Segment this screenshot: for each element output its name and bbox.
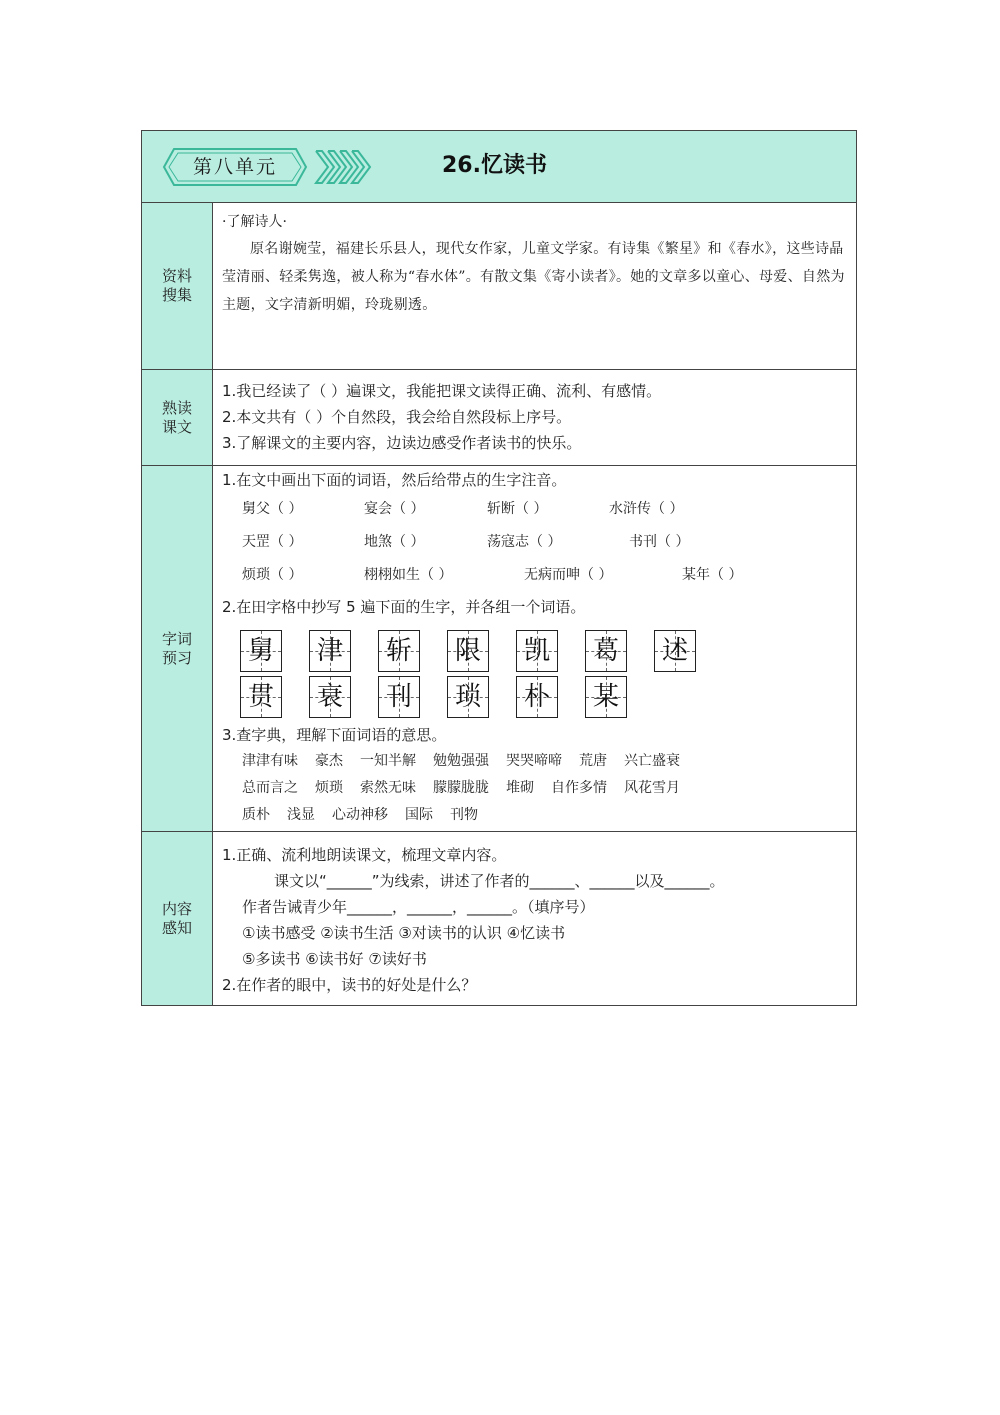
reading-line: 1.我已经读了（ ）遍课文，我能把课文读得正确、流利、有感情。 (222, 382, 662, 400)
pinyin-item: 烦琐（ ） (242, 567, 303, 583)
research-label: 资料搜集 (161, 267, 192, 304)
meaning-word: 总而言之 (242, 780, 298, 796)
vocab-row (142, 466, 856, 832)
pinyin-row (222, 493, 847, 526)
meaning-word: 索然无味 (360, 780, 416, 796)
unit-badge (162, 147, 308, 187)
comprehension-question-2: 2.在作者的眼中，读书的好处是什么？ (222, 976, 477, 994)
tian-grid-row (222, 676, 847, 718)
tian-grid-cell[interactable]: 限 (447, 630, 489, 672)
vocab-content (213, 466, 856, 831)
worksheet-header (142, 131, 856, 203)
vocab-question-1: 1.在文中画出下面的词语，然后给带点的生字注音。 (222, 471, 567, 489)
meaning-word: 一知半解 (360, 753, 416, 769)
research-row (142, 203, 856, 370)
pinyin-item: 天罡（ ） (242, 534, 303, 550)
chevrons-arrow-icon (314, 149, 374, 185)
pinyin-item: 荡寇志（ ） (487, 534, 562, 550)
meaning-word: 质朴 (242, 807, 270, 823)
meaning-row (222, 802, 847, 829)
fill-blank-line[interactable]: 课文以“______”为线索，讲述了作者的______、______以及______。 (274, 872, 725, 890)
meaning-word: 国际 (405, 807, 433, 823)
vocab-label: 字词预习 (161, 629, 192, 667)
pinyin-item: 书刊（ ） (629, 534, 690, 550)
pinyin-item: 宴会（ ） (364, 501, 425, 517)
vocab-question-2: 2.在田字格中抄写 5 遍下面的生字，并各组一个词语。 (222, 598, 586, 616)
tian-grid-cell[interactable]: 述 (654, 630, 696, 672)
research-content (213, 203, 856, 369)
meaning-word: 勉勉强强 (433, 753, 489, 769)
meaning-row (222, 748, 847, 775)
vocab-question-3: 3.查字典，理解下面词语的意思。 (222, 726, 447, 744)
research-heading: ·了解诗人· (222, 214, 287, 230)
tian-grid-cell[interactable]: 贯 (240, 676, 282, 718)
tian-grid-cell[interactable]: 凯 (516, 630, 558, 672)
meaning-word: 哭哭啼啼 (506, 753, 562, 769)
lesson-title: 26.忆读书 (442, 153, 547, 178)
pinyin-row (222, 559, 847, 592)
worksheet (141, 130, 857, 1006)
comprehension-row (142, 832, 856, 1005)
vocab-label-cell (142, 466, 213, 831)
pinyin-item: 无病而呻（ ） (524, 567, 613, 583)
tian-grid-cell[interactable]: 朴 (516, 676, 558, 718)
meaning-row (222, 775, 847, 802)
unit-label: 第八单元 (192, 156, 277, 178)
tian-grid-cell[interactable]: 刊 (378, 676, 420, 718)
tian-grid-cell[interactable]: 津 (309, 630, 351, 672)
pinyin-item: 舅父（ ） (242, 501, 303, 517)
options-line: ⑤多读书 ⑥读书好 ⑦读好书 (242, 950, 427, 968)
meaning-word: 浅显 (287, 807, 315, 823)
reading-label: 熟读课文 (161, 398, 192, 436)
reading-line: 3.了解课文的主要内容，边读边感受作者读书的快乐。 (222, 434, 582, 452)
comprehension-content (213, 832, 856, 1005)
reading-row (142, 370, 856, 466)
tian-grid-row (222, 630, 847, 672)
comprehension-label: 内容感知 (161, 899, 192, 937)
meaning-word: 豪杰 (315, 753, 343, 769)
pinyin-item: 地煞（ ） (364, 534, 425, 550)
research-label-cell (142, 203, 213, 369)
fill-blank-line[interactable]: 作者告诫青少年______，______，______。（填序号） (242, 898, 595, 916)
comprehension-question-1: 1.正确、流利地朗读课文，梳理文章内容。 (222, 846, 507, 864)
tian-grid-cell[interactable]: 琐 (447, 676, 489, 718)
pinyin-item: 水浒传（ ） (609, 501, 684, 517)
tian-grid-cell[interactable]: 衰 (309, 676, 351, 718)
research-text: 原名谢婉莹，福建长乐县人，现代女作家，儿童文学家。有诗集《繁星》和《春水》，这些诗晶莹清丽、轻柔隽逸，被人称为“春水体”。有散文集《寄小读者》。她的文章多以童心、母爱、自然为主题，文字清新明媚，玲珑剔透。 (222, 241, 845, 313)
comprehension-label-cell (142, 832, 213, 1005)
reading-content (213, 370, 856, 465)
meaning-word: 朦朦胧胧 (433, 780, 489, 796)
reading-label-cell (142, 370, 213, 465)
meaning-word: 心动神移 (332, 807, 388, 823)
meaning-word: 自作多情 (551, 780, 607, 796)
pinyin-item: 某年（ ） (682, 567, 743, 583)
meaning-word: 堆砌 (506, 780, 534, 796)
meaning-word: 荒唐 (579, 753, 607, 769)
meaning-word: 津津有味 (242, 753, 298, 769)
tian-grid-cell[interactable]: 葛 (585, 630, 627, 672)
options-line: ①读书感受 ②读书生活 ③对读书的认识 ④忆读书 (242, 924, 566, 942)
pinyin-item: 栩栩如生（ ） (364, 567, 453, 583)
pinyin-item: 斩断（ ） (487, 501, 548, 517)
meaning-word: 风花雪月 (624, 780, 680, 796)
tian-grid-cell[interactable]: 斩 (378, 630, 420, 672)
meaning-word: 烦琐 (315, 780, 343, 796)
reading-line: 2.本文共有（ ）个自然段，我会给自然段标上序号。 (222, 408, 572, 426)
pinyin-row (222, 526, 847, 559)
meaning-word: 兴亡盛衰 (624, 753, 680, 769)
meaning-word: 刊物 (450, 807, 478, 823)
tian-grid-cell[interactable]: 某 (585, 676, 627, 718)
tian-grid-cell[interactable]: 舅 (240, 630, 282, 672)
